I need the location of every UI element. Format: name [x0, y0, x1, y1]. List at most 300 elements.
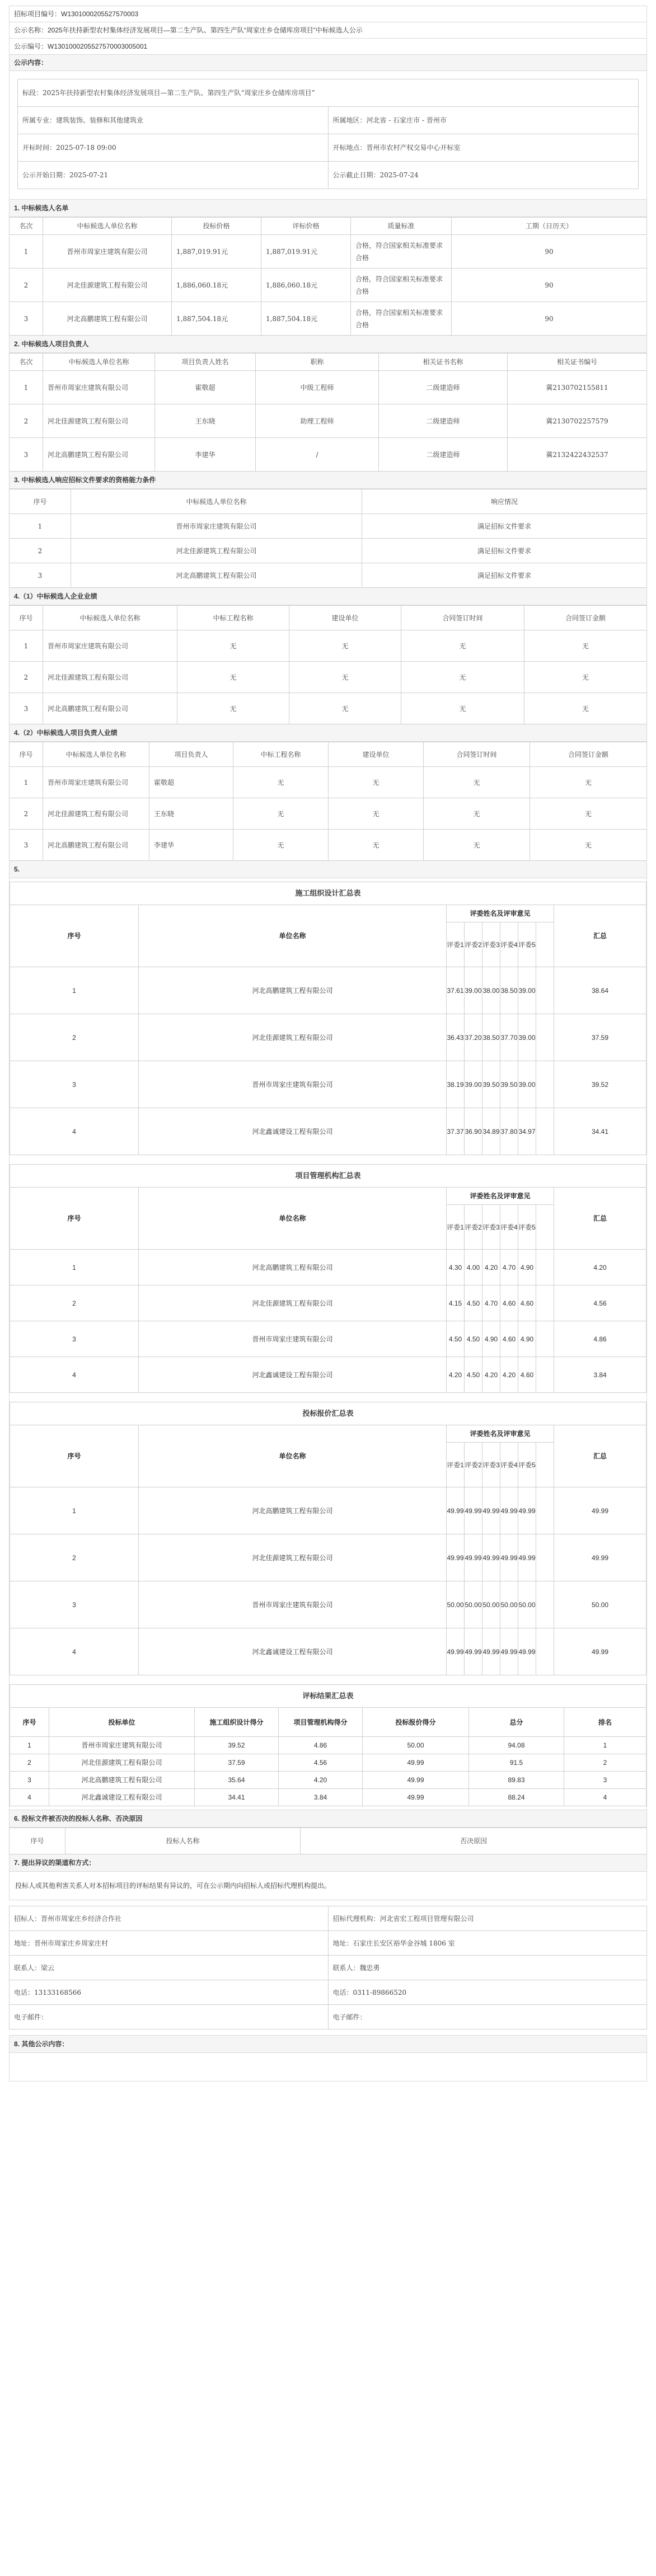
- cell: [536, 1108, 554, 1155]
- th: 相关证书编号: [508, 354, 647, 371]
- table-row: [10, 1737, 646, 1754]
- th: 名次: [10, 218, 43, 235]
- cell: 晋州市周家庄建筑有限公司: [43, 371, 155, 404]
- th: 评标价格: [261, 218, 351, 235]
- cell: 1,886,060.18元: [261, 269, 351, 302]
- owner-phone: 电话：13133168566: [10, 1980, 329, 2005]
- agent-address: 地址：石家庄长安区裕华金谷城 1806 室: [328, 1931, 647, 1956]
- cell: 37.59: [554, 1014, 646, 1061]
- th: 合同签订时间: [401, 606, 524, 630]
- cell: 49.99: [482, 1487, 500, 1534]
- cell: 4.60: [518, 1357, 536, 1393]
- cell: 合格，符合国家相关标准要求合格: [351, 269, 452, 302]
- cell: 满足招标文件要求: [362, 563, 647, 588]
- cell: 无: [289, 662, 401, 693]
- cell: 4.90: [482, 1321, 500, 1357]
- cell: 3: [10, 693, 43, 724]
- th: 投标人名称: [65, 1828, 301, 1854]
- th: 评委姓名及评审意见: [447, 905, 554, 922]
- judge-header: 评委5: [518, 922, 536, 967]
- cell: 49.99: [554, 1534, 646, 1581]
- cell: 无: [524, 693, 647, 724]
- th: 相关证书名称: [379, 354, 508, 371]
- result-table: [10, 1684, 646, 1806]
- cell: 河北鑫诚建设工程有限公司: [139, 1628, 447, 1675]
- cell: 1: [10, 1737, 49, 1754]
- th: 序号: [10, 1828, 65, 1854]
- cell: 49.99: [447, 1628, 465, 1675]
- cell: 3: [10, 1772, 49, 1789]
- score-box: [9, 878, 647, 1810]
- cell: 49.99: [554, 1628, 646, 1675]
- cell: 王东晓: [155, 404, 256, 438]
- management-score-title: 项目管理机构汇总表: [10, 1165, 646, 1188]
- table-row: [10, 1754, 646, 1772]
- qualification-table: [9, 489, 647, 588]
- cell: 无: [401, 630, 524, 662]
- cell: 50.00: [500, 1581, 518, 1628]
- th: 序号: [10, 1708, 49, 1737]
- cell: 满足招标文件要求: [362, 539, 647, 563]
- cell: 晋州市周家庄建筑有限公司: [43, 235, 172, 269]
- cell: 无: [233, 767, 329, 798]
- cell: 38.64: [554, 967, 646, 1014]
- th: 合同签订金额: [530, 742, 647, 767]
- table-row: [10, 830, 647, 861]
- th: 投标报价得分: [363, 1708, 469, 1737]
- result-title: 评标结果汇总表: [10, 1685, 646, 1708]
- cell: 李建华: [155, 438, 256, 472]
- judge-header: 评委2: [465, 1205, 482, 1250]
- design-score-title: 施工组织设计汇总表: [10, 882, 646, 905]
- cell: 39.50: [482, 1061, 500, 1108]
- cell: 94.08: [469, 1737, 564, 1754]
- cell: 49.99: [363, 1754, 469, 1772]
- table-row: [10, 1250, 646, 1285]
- cell: 河北佳源建筑工程有限公司: [71, 539, 362, 563]
- cell: 34.41: [554, 1108, 646, 1155]
- cell: 无: [530, 830, 647, 861]
- cell: 34.89: [482, 1108, 500, 1155]
- cell: 助理工程师: [256, 404, 379, 438]
- section-3-title: 3. 中标候选人响应招标文件要求的资格能力条件: [9, 472, 647, 489]
- cell: 4.50: [465, 1285, 482, 1321]
- table-row: [10, 438, 647, 472]
- cell: 39.00: [518, 967, 536, 1014]
- cell: 2: [10, 1534, 139, 1581]
- cell: 河北鑫诚建设工程有限公司: [139, 1108, 447, 1155]
- th: 项目负责人: [149, 742, 233, 767]
- agent-name: 招标代理机构：河北省宏工程项目管理有限公司: [328, 1906, 647, 1931]
- cell: 50.00: [554, 1581, 646, 1628]
- table-row: [10, 404, 647, 438]
- cell: [536, 1581, 554, 1628]
- th: 项目管理机构得分: [279, 1708, 363, 1737]
- cell: 4.00: [465, 1250, 482, 1285]
- cell: 49.99: [500, 1534, 518, 1581]
- cell: 1: [10, 1487, 139, 1534]
- cell: 河北高鹏建筑工程有限公司: [139, 1487, 447, 1534]
- cell: 39.00: [518, 1014, 536, 1061]
- info-table: [17, 79, 639, 189]
- cell: 河北佳源建筑工程有限公司: [139, 1014, 447, 1061]
- th: 序号: [10, 1188, 139, 1250]
- th: 响应情况: [362, 489, 647, 514]
- cell: 49.99: [465, 1628, 482, 1675]
- cell: 4: [10, 1789, 49, 1806]
- cell: 90: [452, 235, 647, 269]
- cell: 2: [10, 539, 71, 563]
- cell: 37.61: [447, 967, 465, 1014]
- cell: 河北佳源建筑工程有限公司: [43, 798, 149, 830]
- cell: 4.50: [465, 1357, 482, 1393]
- owner-address: 地址：晋州市周家庄乡周家庄村: [10, 1931, 329, 1956]
- judge-header: 评委3: [482, 922, 500, 967]
- cell: 河北高鹏建筑工程有限公司: [43, 830, 149, 861]
- cell: 无: [289, 693, 401, 724]
- table-row: [10, 630, 647, 662]
- cell: 4.50: [447, 1321, 465, 1357]
- section-5-title: 5.: [9, 861, 647, 878]
- cell: 无: [401, 662, 524, 693]
- table-row: [10, 1061, 646, 1108]
- cell: 二级建造师: [379, 438, 508, 472]
- cell: 49.99: [482, 1534, 500, 1581]
- cell: 晋州市周家庄建筑有限公司: [139, 1321, 447, 1357]
- cell: [536, 1628, 554, 1675]
- table-row: [10, 767, 647, 798]
- cell: 49.99: [447, 1487, 465, 1534]
- announce-title: 公示名称：2025年扶持新型农村集体经济发展项目—第二生产队、第四生产队“周家庄乡仓储库房项目”中标候选人公示: [9, 22, 647, 39]
- cell: 河北高鹏建筑工程有限公司: [43, 302, 172, 336]
- cell: 2: [10, 1014, 139, 1061]
- cell: [536, 1487, 554, 1534]
- cell: 39.00: [518, 1061, 536, 1108]
- start-date: 公示开始日期：2025-07-21: [18, 162, 329, 189]
- cell: 4.20: [554, 1250, 646, 1285]
- cell: 二级建造师: [379, 404, 508, 438]
- th: 序号: [10, 742, 43, 767]
- open-time: 开标时间：2025-07-18 09:00: [18, 134, 329, 162]
- th: 中标候选人单位名称: [43, 218, 172, 235]
- cell: 4.86: [279, 1737, 363, 1754]
- th: 序号: [10, 606, 43, 630]
- cell: 3: [10, 563, 71, 588]
- section-4-2-title: 4.（2）中标候选人项目负责人业绩: [9, 724, 647, 742]
- table-row: [10, 1487, 646, 1534]
- cell: [536, 1357, 554, 1393]
- judge-header: 评委5: [518, 1205, 536, 1250]
- cell: 河北佳源建筑工程有限公司: [49, 1754, 195, 1772]
- cell: 3: [10, 830, 43, 861]
- cell: 1: [10, 1250, 139, 1285]
- agent-contact: 联系人：魏忠勇: [328, 1956, 647, 1980]
- cell: 河北高鹏建筑工程有限公司: [139, 1250, 447, 1285]
- cell: 1,887,019.91元: [172, 235, 261, 269]
- cell: 49.99: [554, 1487, 646, 1534]
- cell: 霍敬超: [149, 767, 233, 798]
- cell: 36.43: [447, 1014, 465, 1061]
- industry: 所属专业：建筑装饰、装修和其他建筑业: [18, 107, 329, 134]
- cell: 4.70: [500, 1250, 518, 1285]
- cell: 4.60: [500, 1321, 518, 1357]
- cell: 无: [329, 798, 424, 830]
- table-row: [10, 235, 647, 269]
- section-8-title: 8. 其他公示内容：: [9, 2035, 647, 2053]
- cell: 无: [424, 798, 530, 830]
- cell: 4.86: [554, 1321, 646, 1357]
- end-date: 公示截止日期：2025-07-24: [328, 162, 639, 189]
- cell: 1: [10, 235, 43, 269]
- table-row: [10, 1357, 646, 1393]
- manager-performance-table: [9, 742, 647, 861]
- cell: 3: [10, 1061, 139, 1108]
- cell: 3.84: [279, 1789, 363, 1806]
- cell: 1: [10, 967, 139, 1014]
- cell: 1: [10, 371, 43, 404]
- judge-header: 评委2: [465, 1443, 482, 1487]
- cell: 无: [329, 830, 424, 861]
- cell: 无: [289, 630, 401, 662]
- table-row: [10, 1772, 646, 1789]
- project-label: 标段：2025年扶持新型农村集体经济发展项目—第二生产队、第四生产队“周家庄乡仓储库房项目”: [18, 79, 639, 107]
- cell: 满足招标文件要求: [362, 514, 647, 539]
- judge-header: 评委4: [500, 1443, 518, 1487]
- owner-contact: 联系人：梁云: [10, 1956, 329, 1980]
- cell: 37.59: [195, 1754, 279, 1772]
- cell: 冀2132422432537: [508, 438, 647, 472]
- info-box: [9, 71, 647, 200]
- cell: 1,887,504.18元: [261, 302, 351, 336]
- cell: 49.99: [363, 1772, 469, 1789]
- cell: 无: [233, 798, 329, 830]
- owner-email: 电子邮件：: [10, 2005, 329, 2029]
- cell: 4.60: [518, 1285, 536, 1321]
- table-row: [10, 1108, 646, 1155]
- judge-header: 评委2: [465, 922, 482, 967]
- cell: 晋州市周家庄建筑有限公司: [139, 1061, 447, 1108]
- cell: 49.99: [465, 1487, 482, 1534]
- cell: 无: [424, 767, 530, 798]
- th: 建设单位: [289, 606, 401, 630]
- cell: /: [256, 438, 379, 472]
- cell: 4.20: [279, 1772, 363, 1789]
- cell: 49.99: [465, 1534, 482, 1581]
- cell: 89.83: [469, 1772, 564, 1789]
- cell: 39.50: [500, 1061, 518, 1108]
- cell: 4.20: [482, 1250, 500, 1285]
- cell: 39.52: [554, 1061, 646, 1108]
- cell: 2: [564, 1754, 646, 1772]
- cell: 无: [401, 693, 524, 724]
- cell: 河北佳源建筑工程有限公司: [43, 269, 172, 302]
- cell: 50.00: [447, 1581, 465, 1628]
- cell: 无: [530, 767, 647, 798]
- tender-number: 招标项目编号：W1301000205527570003: [9, 6, 647, 22]
- th: 施工组织设计得分: [195, 1708, 279, 1737]
- cell: 39.00: [465, 967, 482, 1014]
- cell: 49.99: [518, 1628, 536, 1675]
- th: 单位名称: [139, 1188, 447, 1250]
- judge-spacer: [536, 1205, 554, 1250]
- cell: 1,887,019.91元: [261, 235, 351, 269]
- th: 投标单位: [49, 1708, 195, 1737]
- judge-spacer: [536, 1443, 554, 1487]
- th: 单位名称: [139, 1425, 447, 1487]
- judge-header: 评委1: [447, 1205, 465, 1250]
- cell: 4: [10, 1108, 139, 1155]
- cell: 38.00: [482, 967, 500, 1014]
- cell: 3: [564, 1772, 646, 1789]
- cell: 50.00: [363, 1737, 469, 1754]
- section-1-title: 1. 中标候选人名单: [9, 200, 647, 217]
- table-row: [10, 1789, 646, 1806]
- th: 中标候选人单位名称: [43, 606, 177, 630]
- cell: 中级工程师: [256, 371, 379, 404]
- judge-header: 评委4: [500, 922, 518, 967]
- th: 合同签订金额: [524, 606, 647, 630]
- cell: 无: [329, 767, 424, 798]
- cell: 无: [530, 798, 647, 830]
- cell: 晋州市周家庄建筑有限公司: [139, 1581, 447, 1628]
- table-row: [10, 1628, 646, 1675]
- th: 汇总: [554, 1425, 646, 1487]
- cell: 无: [177, 630, 289, 662]
- cell: 河北鑫诚建设工程有限公司: [139, 1357, 447, 1393]
- cell: 90: [452, 269, 647, 302]
- cell: [536, 1285, 554, 1321]
- table-row: [10, 1534, 646, 1581]
- cell: 河北高鹏建筑工程有限公司: [43, 693, 177, 724]
- th: 中标工程名称: [233, 742, 329, 767]
- cell: 河北高鹏建筑工程有限公司: [49, 1772, 195, 1789]
- announce-number: 公示编号：W1301000205527570003005001: [9, 39, 647, 55]
- cell: 2: [10, 798, 43, 830]
- cell: 无: [177, 662, 289, 693]
- cell: 河北佳源建筑工程有限公司: [43, 662, 177, 693]
- table-row: [10, 563, 647, 588]
- management-score-table: [10, 1164, 646, 1393]
- judge-header: 评委3: [482, 1443, 500, 1487]
- cell: 38.19: [447, 1061, 465, 1108]
- cell: 2: [10, 662, 43, 693]
- cell: 37.80: [500, 1108, 518, 1155]
- cell: 晋州市周家庄建筑有限公司: [43, 767, 149, 798]
- table-row: [10, 371, 647, 404]
- cell: 37.70: [500, 1014, 518, 1061]
- cell: 霍敬超: [155, 371, 256, 404]
- cell: 河北佳源建筑工程有限公司: [139, 1534, 447, 1581]
- table-row: [10, 1581, 646, 1628]
- other-content: [9, 2053, 647, 2081]
- cell: 4: [10, 1628, 139, 1675]
- cell: 38.50: [500, 967, 518, 1014]
- notice-page: [9, 0, 647, 2081]
- th: 序号: [10, 1425, 139, 1487]
- rejected-table: [9, 1828, 647, 1854]
- cell: 49.99: [518, 1487, 536, 1534]
- th: 评委姓名及评审意见: [447, 1188, 554, 1205]
- contact-table: [9, 1906, 647, 2029]
- cell: 34.41: [195, 1789, 279, 1806]
- table-row: [10, 1285, 646, 1321]
- cell: 2: [10, 269, 43, 302]
- cell: 49.99: [447, 1534, 465, 1581]
- cell: 4.15: [447, 1285, 465, 1321]
- cell: 2: [10, 1754, 49, 1772]
- th: 排名: [564, 1708, 646, 1737]
- table-row: [10, 539, 647, 563]
- cell: 39.52: [195, 1737, 279, 1754]
- cell: [536, 1061, 554, 1108]
- table-row: [10, 967, 646, 1014]
- table-row: [10, 514, 647, 539]
- cell: [536, 1014, 554, 1061]
- cell: 王东晓: [149, 798, 233, 830]
- cell: 38.50: [482, 1014, 500, 1061]
- cell: 晋州市周家庄建筑有限公司: [49, 1737, 195, 1754]
- cell: [536, 1321, 554, 1357]
- cell: 二级建造师: [379, 371, 508, 404]
- cell: 4.50: [465, 1321, 482, 1357]
- cell: 2: [10, 404, 43, 438]
- cell: 49.99: [500, 1628, 518, 1675]
- cell: 36.90: [465, 1108, 482, 1155]
- cell: 1: [564, 1737, 646, 1754]
- cell: 1,887,504.18元: [172, 302, 261, 336]
- owner-name: 招标人：晋州市周家庄乡经济合作社: [10, 1906, 329, 1931]
- cell: 3: [10, 438, 43, 472]
- company-performance-table: [9, 605, 647, 724]
- section-6-title: 6. 投标文件被否决的投标人名称、否决原因: [9, 1810, 647, 1828]
- cell: 冀2130702155811: [508, 371, 647, 404]
- cell: [536, 1250, 554, 1285]
- cell: 李建华: [149, 830, 233, 861]
- manager-table: [9, 353, 647, 472]
- cell: 合格，符合国家相关标准要求合格: [351, 302, 452, 336]
- section-4-1-title: 4.（1）中标候选人企业业绩: [9, 588, 647, 605]
- th: 投标价格: [172, 218, 261, 235]
- cell: 4.70: [482, 1285, 500, 1321]
- cell: 晋州市周家庄建筑有限公司: [43, 630, 177, 662]
- th: 评委姓名及评审意见: [447, 1425, 554, 1443]
- table-row: [10, 1321, 646, 1357]
- th: 汇总: [554, 905, 646, 967]
- cell: 4.30: [447, 1250, 465, 1285]
- th: 序号: [10, 489, 71, 514]
- cell: 4.20: [500, 1357, 518, 1393]
- table-row: [10, 798, 647, 830]
- cell: 4.56: [279, 1754, 363, 1772]
- cell: 88.24: [469, 1789, 564, 1806]
- cell: 50.00: [518, 1581, 536, 1628]
- cell: 河北鑫诚建设工程有限公司: [49, 1789, 195, 1806]
- cell: 无: [524, 630, 647, 662]
- th: 工期（日历天）: [452, 218, 647, 235]
- th: 项目负责人姓名: [155, 354, 256, 371]
- open-place: 开标地点：晋州市农村产权交易中心开标室: [328, 134, 639, 162]
- judge-spacer: [536, 922, 554, 967]
- th: 中标工程名称: [177, 606, 289, 630]
- agent-phone: 电话：0311-89866520: [328, 1980, 647, 2005]
- cell: 3: [10, 1581, 139, 1628]
- cell: 2: [10, 1285, 139, 1321]
- cell: 4.20: [482, 1357, 500, 1393]
- th: 职称: [256, 354, 379, 371]
- judge-header: 评委1: [447, 1443, 465, 1487]
- cell: 49.99: [482, 1628, 500, 1675]
- cell: 4.90: [518, 1250, 536, 1285]
